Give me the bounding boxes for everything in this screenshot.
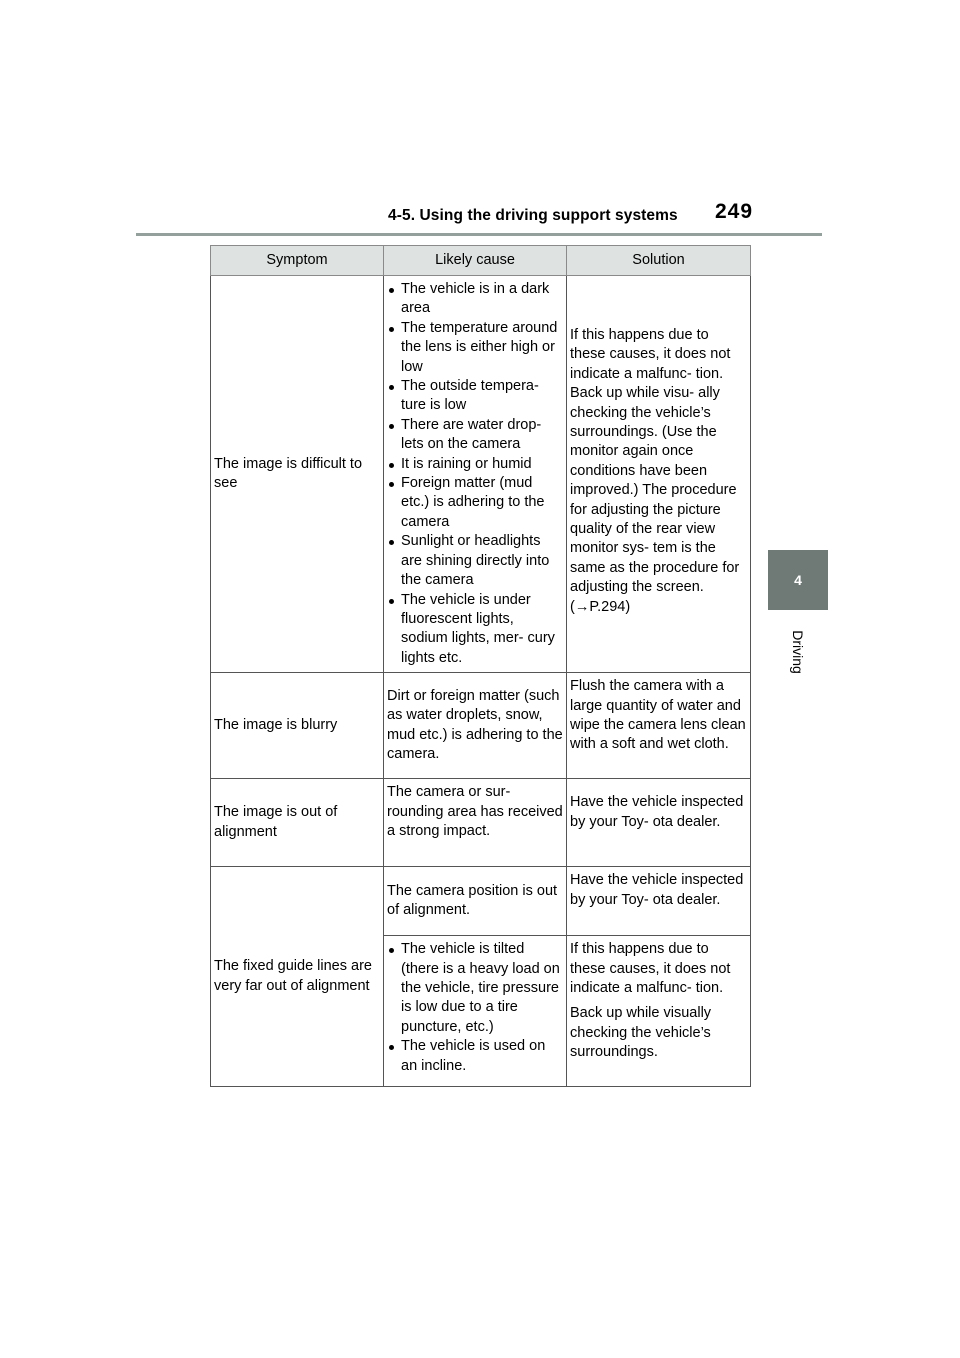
list-item: The vehicle is in a dark area	[387, 280, 563, 319]
header-divider	[136, 233, 822, 236]
symptom-cell: The image is blurry	[211, 673, 384, 779]
cause-list	[387, 280, 563, 668]
cause-cell	[384, 276, 567, 673]
chapter-label: Driving	[790, 630, 806, 674]
cause-cell: Dirt or foreign matter (such as water droplets, snow, mud etc.) is adhering to the camera.	[384, 673, 567, 779]
list-item: Sunlight or headlights are shining directly into the camera	[387, 532, 563, 590]
solution-paragraph: If this happens due to these causes, it does not indicate a malfunc- tion.	[570, 941, 731, 996]
list-item: The outside tempera- ture is low	[387, 377, 563, 416]
cause-cell: The camera position is out of alignment.	[384, 867, 567, 936]
solution-paragraph: Back up while visually checking the vehicle’s surroundings.	[570, 1005, 712, 1061]
chapter-tab	[768, 550, 828, 610]
solution-cell: Have the vehicle inspected by your Toy- ota dealer.	[567, 867, 751, 936]
list-item: The vehicle is under fluorescent lights, sodium lights, mer- cury lights etc.	[387, 591, 563, 669]
table-row	[211, 779, 751, 867]
solution-cell: If this happens due to these causes, it does not indicate a malfunc- tion. Back up while visu- ally checking the vehicle’s surroundings. (Use the monitor again once conditions have been improved.) The procedure for adjusting the picture quality of the rear view monitor sys- tem is the same as the procedure for adjusting the screen. (→P.294)	[567, 276, 751, 673]
troubleshooting-table	[210, 245, 751, 1087]
solution-cell	[567, 936, 751, 1087]
page-number: 249	[715, 200, 754, 223]
cause-cell	[384, 936, 567, 1087]
cause-cell: The camera or sur- rounding area has received a strong impact.	[384, 779, 567, 867]
solution-cell: Flush the camera with a large quantity of water and wipe the camera lens clean with a soft and wet cloth.	[567, 673, 751, 779]
column-header-symptom: Symptom	[211, 246, 384, 276]
table-header-row	[211, 246, 751, 276]
table-row	[211, 673, 751, 779]
list-item: There are water drop- lets on the camera	[387, 416, 563, 455]
column-header-solution: Solution	[567, 246, 751, 276]
list-item: The vehicle is tilted (there is a heavy load on the vehicle, tire pressure is low due to a tire puncture, etc.)	[387, 940, 563, 1037]
symptom-cell: The image is difficult to see	[211, 276, 384, 673]
symptom-cell: The fixed guide lines are very far out of alignment	[211, 867, 384, 1087]
list-item: The vehicle is used on an incline.	[387, 1037, 563, 1076]
list-item: It is raining or humid	[387, 455, 563, 474]
table-row	[211, 276, 751, 673]
symptom-cell: The image is out of alignment	[211, 779, 384, 867]
solution-cell: Have the vehicle inspected by your Toy- ota dealer.	[567, 779, 751, 867]
chapter-number: 4	[794, 572, 802, 588]
table-row	[211, 867, 751, 936]
list-item: The temperature around the lens is either high or low	[387, 319, 563, 377]
column-header-likely-cause: Likely cause	[384, 246, 567, 276]
section-title: 4-5. Using the driving support systems	[388, 207, 678, 224]
list-item: Foreign matter (mud etc.) is adhering to the camera	[387, 474, 563, 532]
cause-list	[387, 940, 563, 1076]
